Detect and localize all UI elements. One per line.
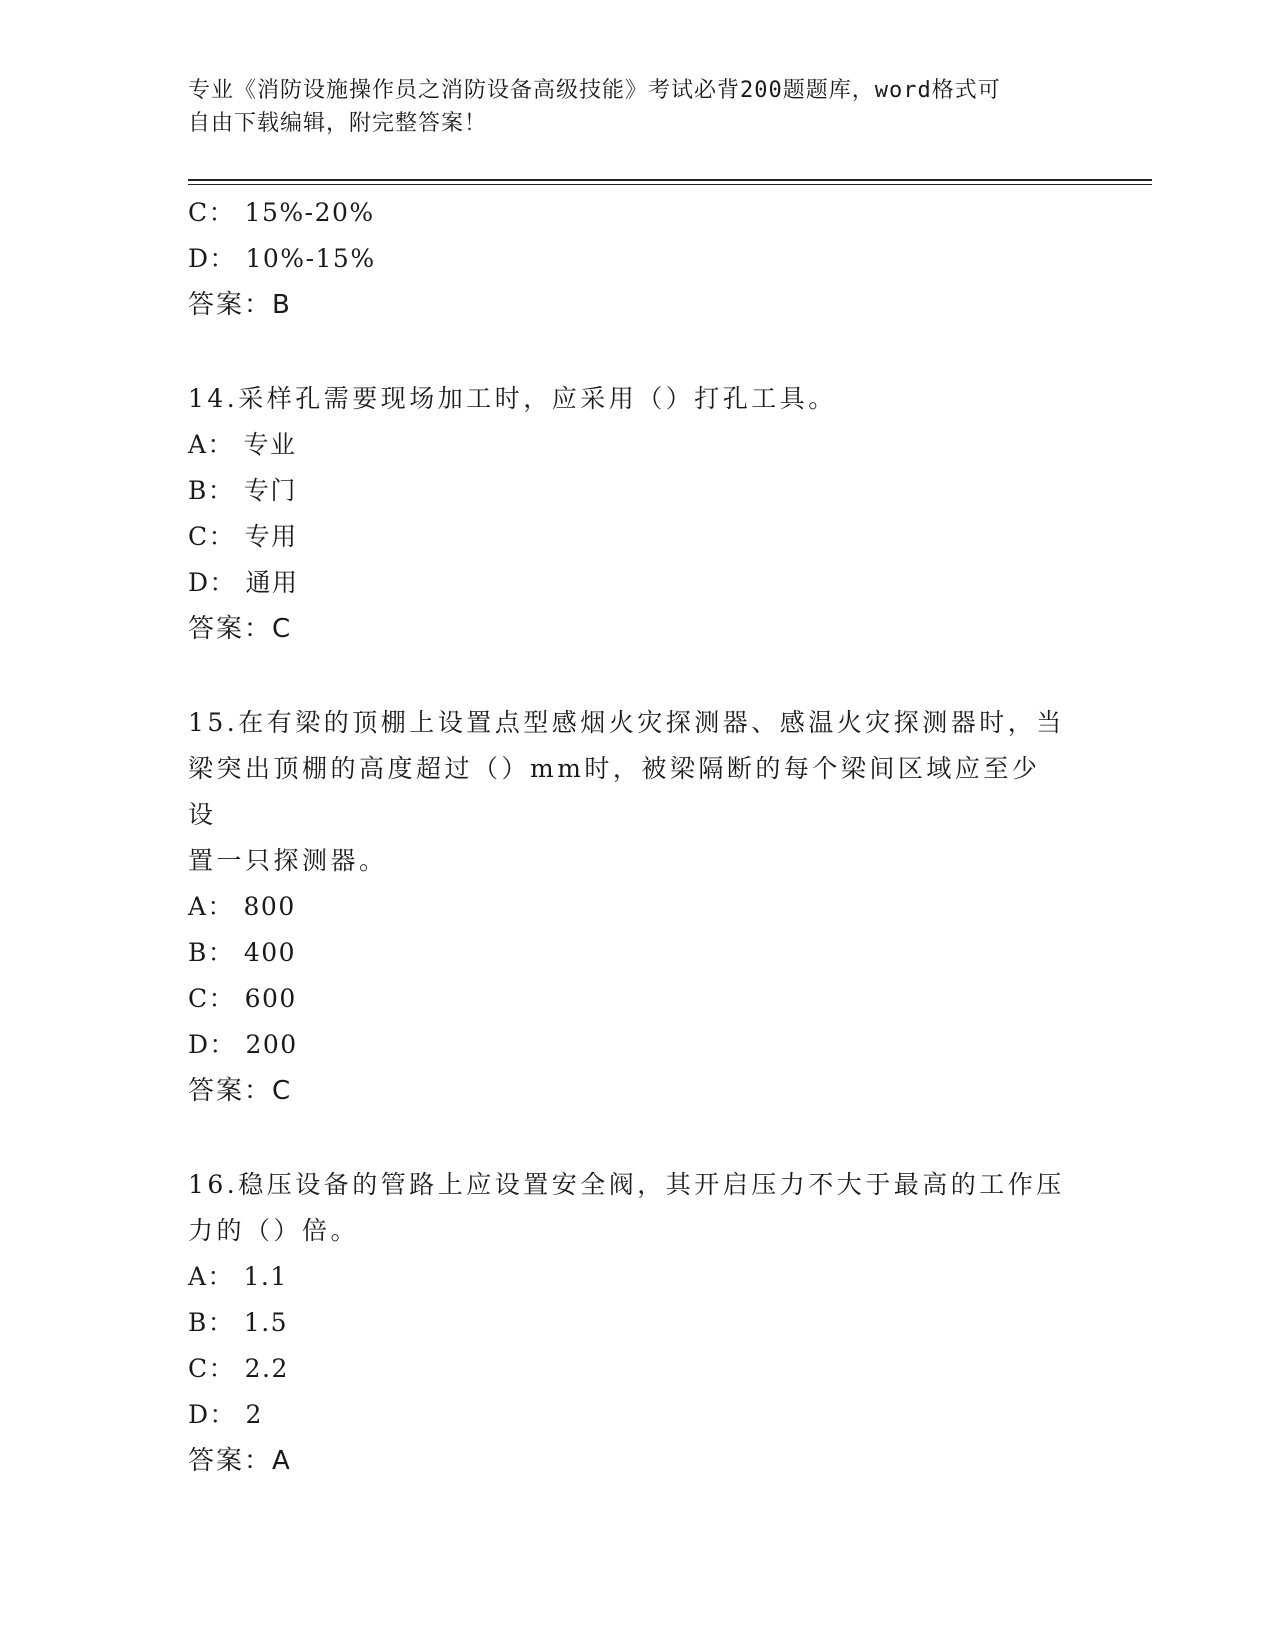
document-body xyxy=(188,190,1088,1484)
option-c xyxy=(188,976,1088,1022)
option-text: 专门 xyxy=(243,476,297,505)
question-text-line-3: 置一只探测器。 xyxy=(188,846,388,875)
option-d xyxy=(188,560,1088,606)
option-text: 2 xyxy=(245,1400,263,1429)
question-partial xyxy=(188,190,1088,328)
question-text-line-1: 16.稳压设备的管路上应设置安全阀，其开启压力不大于最高的工作压 xyxy=(188,1170,1065,1199)
option-label: C： xyxy=(188,198,236,227)
option-label: D： xyxy=(188,1030,237,1059)
option-label: B： xyxy=(188,476,235,505)
option-text: 通用 xyxy=(245,568,299,597)
option-text: 专用 xyxy=(244,522,298,551)
question-text: 14.采样孔需要现场加工时，应采用（）打孔工具。 xyxy=(188,384,837,413)
option-label: D： xyxy=(188,1400,237,1429)
option-text: 2.2 xyxy=(244,1354,289,1383)
option-text: 15%-20% xyxy=(244,198,375,227)
spacer xyxy=(188,652,1088,700)
option-text: 200 xyxy=(245,1030,298,1059)
question-14 xyxy=(188,376,1088,652)
option-d xyxy=(188,1022,1088,1068)
option-label: C： xyxy=(188,984,236,1013)
header-line-2: 自由下载编辑，附完整答案！ xyxy=(188,111,488,136)
header-line-1: 专业《消防设施操作员之消防设备高级技能》考试必背200题题库，word格式可 xyxy=(188,78,1001,103)
option-text: 1.5 xyxy=(243,1308,289,1337)
option-label: A： xyxy=(188,430,235,459)
option-label: D： xyxy=(188,244,237,273)
question-15 xyxy=(188,700,1088,1114)
option-label: D： xyxy=(188,568,237,597)
question-text-line-1: 15.在有梁的顶棚上设置点型感烟火灾探测器、感温火灾探测器时，当 xyxy=(188,708,1065,737)
option-b xyxy=(188,1300,1088,1346)
answer-line: 答案：C xyxy=(188,1076,293,1106)
option-label: B： xyxy=(188,938,235,967)
spacer xyxy=(188,1114,1088,1162)
option-text: 600 xyxy=(244,984,297,1013)
spacer xyxy=(188,328,1088,376)
question-16 xyxy=(188,1162,1088,1484)
option-label: B： xyxy=(188,1308,235,1337)
option-c xyxy=(188,514,1088,560)
question-text-line-2: 力的（）倍。 xyxy=(188,1216,360,1245)
answer-line: 答案：A xyxy=(188,1446,292,1476)
option-c xyxy=(188,190,1088,236)
option-b xyxy=(188,930,1088,976)
option-label: C： xyxy=(188,1354,236,1383)
option-c xyxy=(188,1346,1088,1392)
option-label: A： xyxy=(188,892,235,921)
option-a xyxy=(188,422,1088,468)
option-text: 1.1 xyxy=(243,1262,288,1291)
option-text: 专业 xyxy=(243,430,297,459)
option-a xyxy=(188,884,1088,930)
header-divider xyxy=(188,179,1152,181)
option-text: 400 xyxy=(243,938,297,967)
option-text: 800 xyxy=(243,892,296,921)
option-a xyxy=(188,1254,1088,1300)
answer-line: 答案：C xyxy=(188,614,293,644)
option-b xyxy=(188,468,1088,514)
option-d xyxy=(188,1392,1088,1438)
option-d xyxy=(188,236,1088,282)
document-header xyxy=(188,74,1068,140)
question-text-line-2: 梁突出顶棚的高度超过（）mm时，被梁隔断的每个梁间区域应至少设 xyxy=(188,754,1041,829)
option-text: 10%-15% xyxy=(245,244,376,273)
option-label: A： xyxy=(188,1262,235,1291)
option-label: C： xyxy=(188,522,236,551)
header-divider-thin xyxy=(188,184,1152,185)
answer-line: 答案：B xyxy=(188,290,292,320)
